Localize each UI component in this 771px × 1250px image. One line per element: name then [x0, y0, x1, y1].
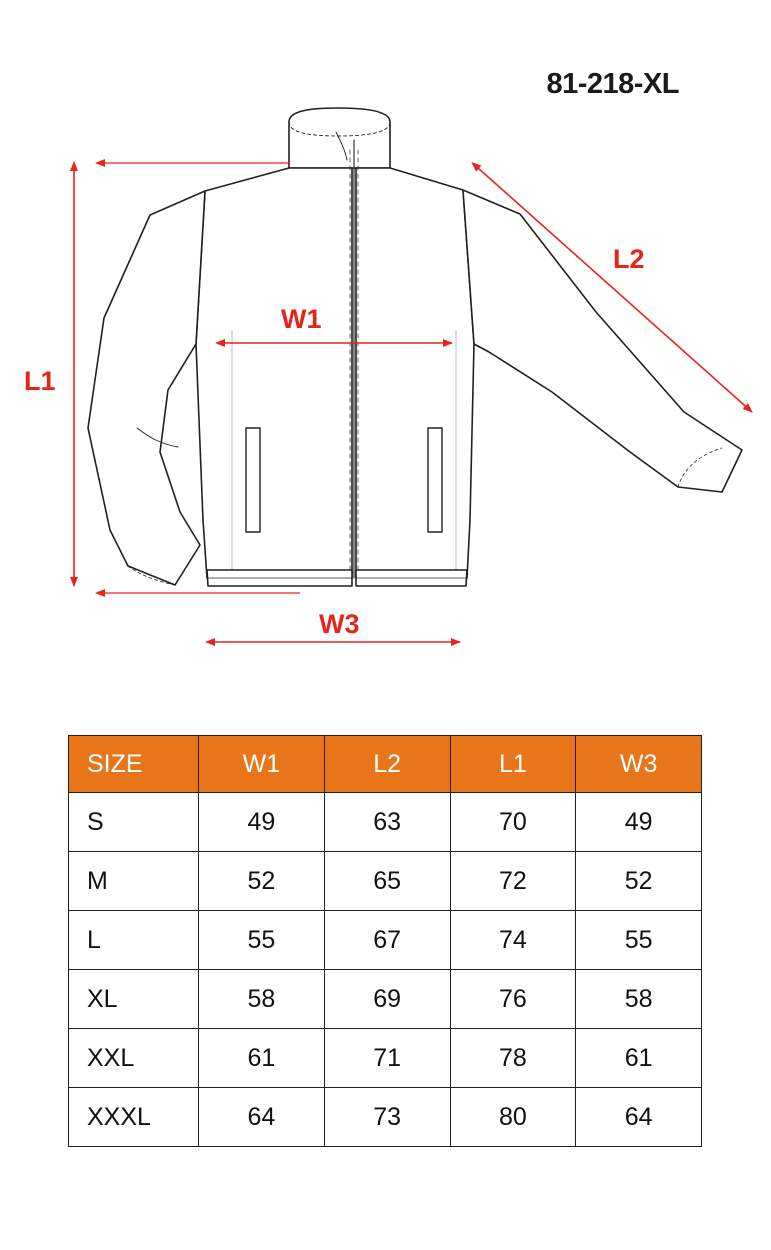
table-row — [69, 793, 702, 852]
cell-w3: 61 — [576, 1029, 702, 1088]
table-row — [69, 970, 702, 1029]
cell-size: XL — [69, 970, 199, 1029]
cell-w1: 55 — [199, 911, 325, 970]
cell-size: M — [69, 852, 199, 911]
cell-w3: 55 — [576, 911, 702, 970]
table-row — [69, 911, 702, 970]
table-row — [69, 852, 702, 911]
cell-l1: 78 — [450, 1029, 576, 1088]
cell-w1: 61 — [199, 1029, 325, 1088]
table-header-l1: L1 — [450, 736, 576, 793]
cell-l1: 76 — [450, 970, 576, 1029]
table-header-row — [69, 736, 702, 793]
label-w3: W3 — [319, 609, 360, 639]
cell-l1: 74 — [450, 911, 576, 970]
cell-l2: 67 — [324, 911, 450, 970]
table-header-l2: L2 — [324, 736, 450, 793]
size-table-container — [68, 735, 702, 1147]
cell-l1: 72 — [450, 852, 576, 911]
cell-l2: 63 — [324, 793, 450, 852]
cell-l2: 65 — [324, 852, 450, 911]
table-header-w3: W3 — [576, 736, 702, 793]
cell-w3: 64 — [576, 1088, 702, 1147]
table-row — [69, 1088, 702, 1147]
cell-w3: 49 — [576, 793, 702, 852]
jacket-illustration — [88, 108, 742, 586]
cell-l2: 71 — [324, 1029, 450, 1088]
cell-l1: 70 — [450, 793, 576, 852]
cell-l2: 73 — [324, 1088, 450, 1147]
table-row — [69, 1029, 702, 1088]
cell-size: L — [69, 911, 199, 970]
label-w1: W1 — [281, 304, 322, 334]
cell-size: S — [69, 793, 199, 852]
cell-size: XXXL — [69, 1088, 199, 1147]
label-l1: L1 — [24, 366, 56, 396]
label-l2: L2 — [613, 244, 645, 274]
cell-w1: 49 — [199, 793, 325, 852]
cell-w1: 52 — [199, 852, 325, 911]
cell-size: XXL — [69, 1029, 199, 1088]
table-header-size: SIZE — [69, 736, 199, 793]
cell-l1: 80 — [450, 1088, 576, 1147]
cell-w1: 64 — [199, 1088, 325, 1147]
table-header-w1: W1 — [199, 736, 325, 793]
cell-l2: 69 — [324, 970, 450, 1029]
cell-w3: 52 — [576, 852, 702, 911]
product-code: 81-218-XL — [546, 68, 679, 100]
size-table — [68, 735, 702, 1147]
cell-w1: 58 — [199, 970, 325, 1029]
cell-w3: 58 — [576, 970, 702, 1029]
